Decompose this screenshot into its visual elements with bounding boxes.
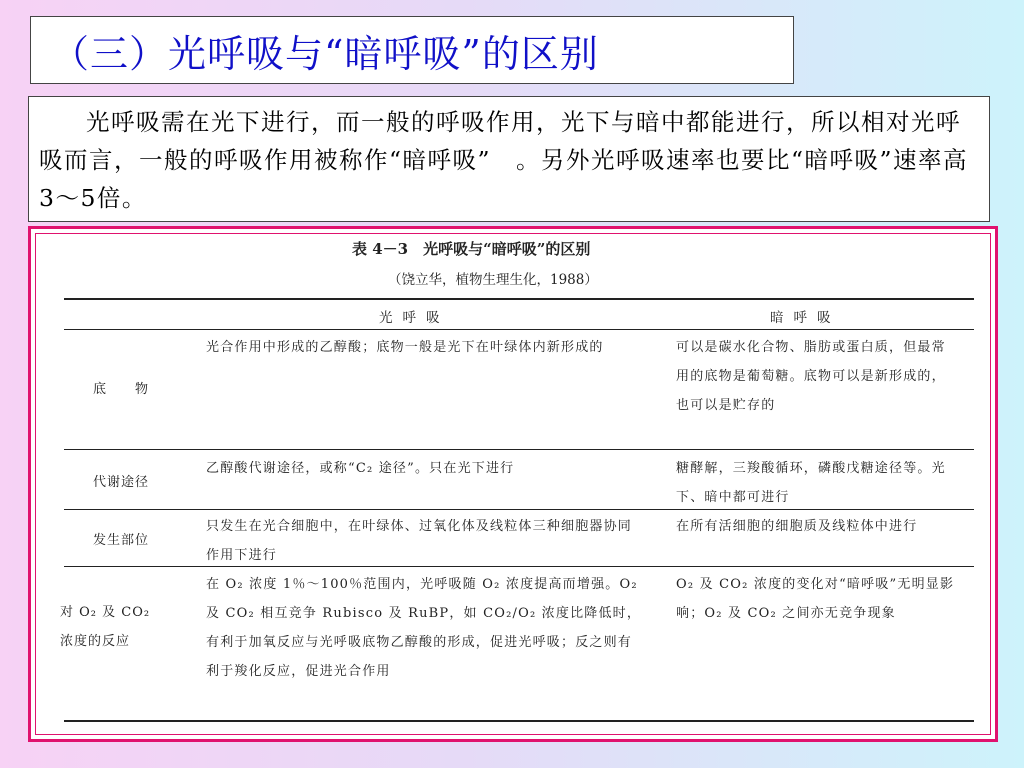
row-rule-3 <box>64 566 974 567</box>
intro-paragraph: 光呼吸需在光下进行，而一般的呼吸作用，光下与暗中都能进行，所以相对光呼吸而言，一般的呼吸作用被称作“暗呼吸” 。另外光呼吸速率也要比“暗呼吸”速率高3～5倍。 <box>39 108 969 212</box>
row-rule-2 <box>64 509 974 510</box>
cell-location-photo: 只发生在光合细胞中，在叶绿体、过氧化体及线粒体三种细胞器协同作用下进行 <box>206 519 633 563</box>
cell-oxygen-photo: 在 O₂ 浓度 1％～100％范围内，光呼吸随 O₂ 浓度提高而增强。O₂ 及 CO₂ 相互竞争 Rubisco 及 RuBP，如 CO₂/O₂ 浓度比降低时，有利于加氧反应与光呼吸底物乙醇酸的形成，促进光呼吸；反之则有利于羧化反应，促进光合作用 <box>206 577 642 679</box>
title-box <box>30 16 794 84</box>
cell-substrate-photo: 光合作用中形成的乙醇酸；底物一般是光下在叶绿体内新形成的 <box>206 340 604 355</box>
slide-title: （三）光呼吸与“暗呼吸”的区别 <box>51 31 599 76</box>
row-label-substrate: 底 物 <box>92 382 149 397</box>
row-label-location: 发生部位 <box>92 533 149 548</box>
cell-oxygen-dark: O₂ 及 CO₂ 浓度的变化对“暗呼吸”无明显影响；O₂ 及 CO₂ 之间亦无竞争现象 <box>676 577 955 621</box>
table-image <box>35 233 991 735</box>
cell-pathway-photo: 乙醇酸代谢途径，或称“C₂ 途径”。只在光下进行 <box>206 461 515 476</box>
header-dark-respiration: 暗呼吸 <box>770 310 841 326</box>
row-rule-1 <box>64 449 974 450</box>
table-top-rule <box>64 298 974 300</box>
cell-pathway-dark: 糖酵解，三羧酸循环，磷酸戊糖途径等。光下、暗中都可进行 <box>676 461 946 505</box>
header-rule <box>64 329 974 330</box>
intro-box <box>28 96 990 222</box>
table-image-frame <box>28 226 998 742</box>
table-bottom-rule <box>64 720 974 722</box>
cell-location-dark: 在所有活细胞的细胞质及线粒体中进行 <box>676 519 918 534</box>
cell-substrate-dark: 可以是碳水化合物、脂肪或蛋白质，但最常用的底物是葡萄糖。底物可以是新形成的，也可以是贮存的 <box>676 340 946 413</box>
table-source: （饶立华，植物生理生化，1988） <box>388 272 598 288</box>
table-caption: 表 4－3 光呼吸与“暗呼吸”的区别 <box>352 240 591 258</box>
header-photorespiration: 光呼吸 <box>379 310 450 326</box>
row-label-oxygen-response: 对 O₂ 及 CO₂ 浓度的反应 <box>60 605 151 649</box>
row-label-pathway: 代谢途径 <box>92 475 149 490</box>
